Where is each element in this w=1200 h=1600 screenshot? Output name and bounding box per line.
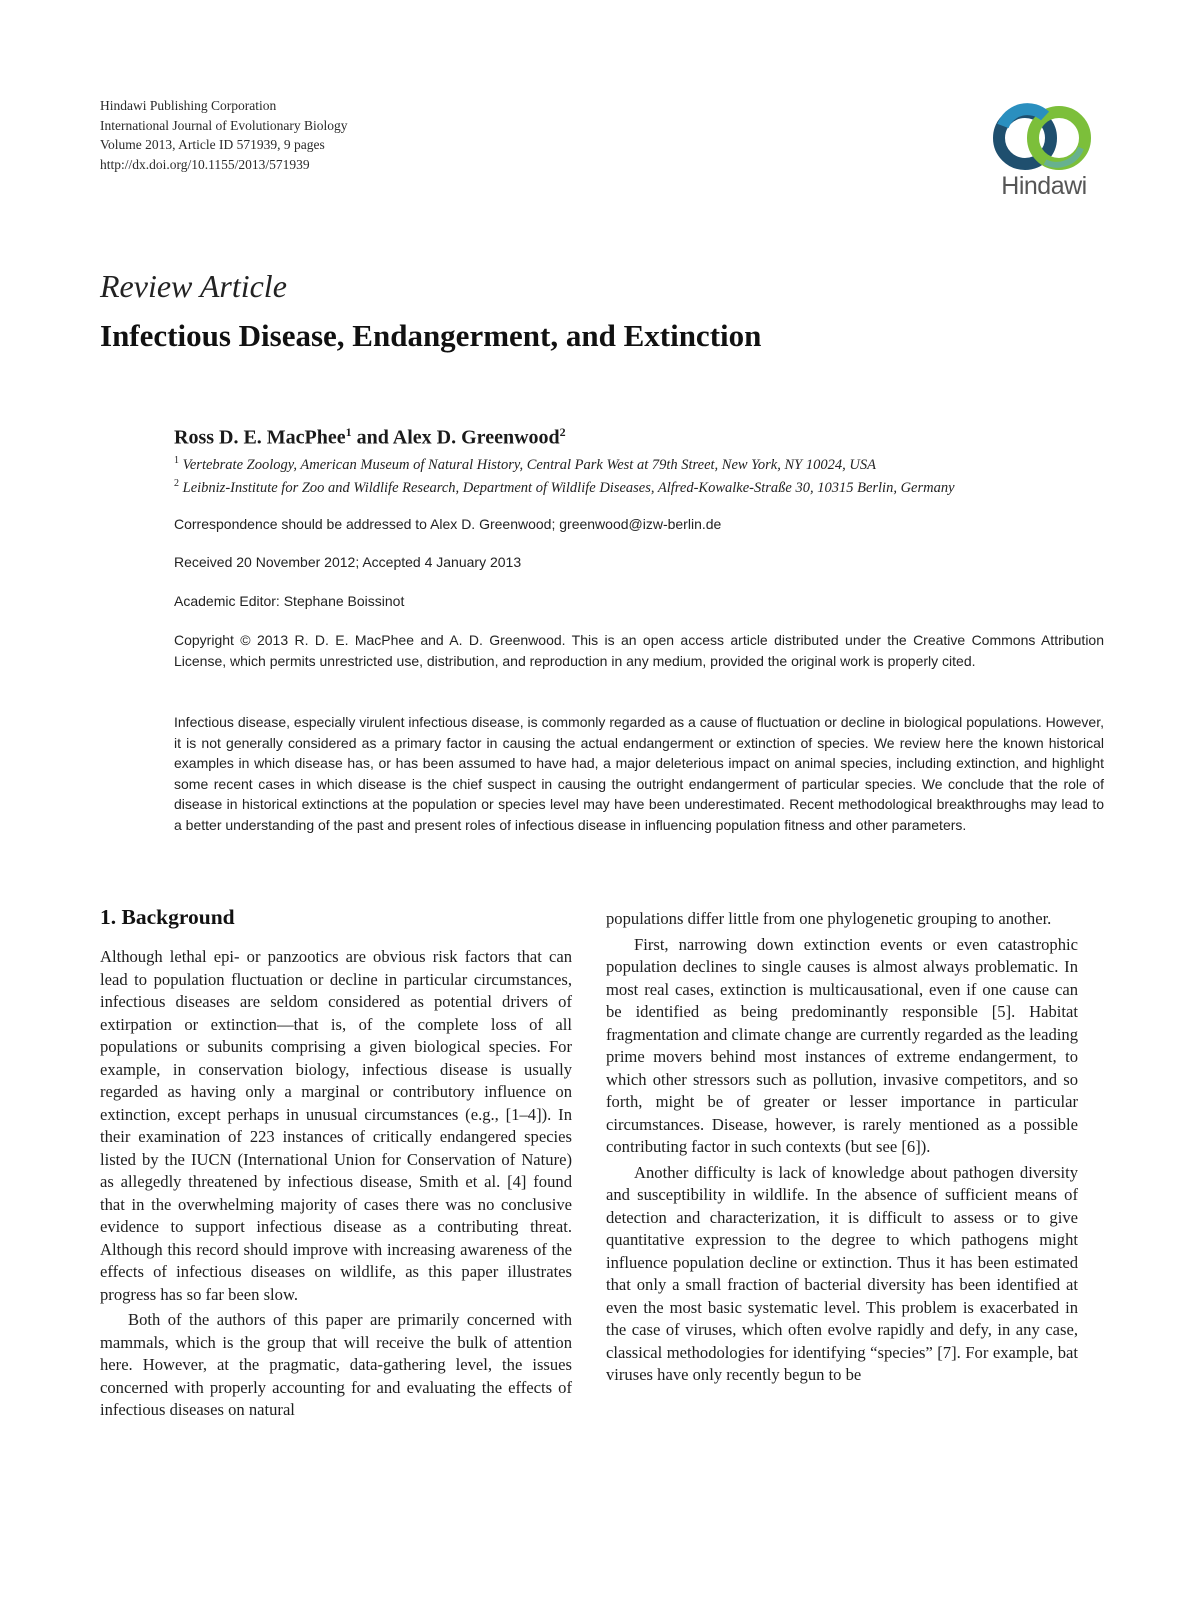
body-paragraph: Another difficulty is lack of knowledge about pathogen diversity and susceptibility in wildlife. In the absence of sufficient means of detection and characterization, it is difficult to assess or to give quantitative expression to the degree to which pathogens might influence population decline or extinction. Thus it has been estimated that only a small fraction of bacterial diversity has been identified at even the most basic systematic level. This problem is exacerbated in the case of viruses, which often evolve rapidly and defy, in any case, classical methodologies for identifying “species” [7]. For example, bat viruses have only recently begun to be: [606, 1162, 1078, 1384]
affiliation-marker: 1: [345, 425, 352, 439]
affiliation-text: Vertebrate Zoology, American Museum of Natural History, Central Park West at 79th Street, New York, NY 10024, USA: [182, 456, 876, 473]
body-paragraph: populations differ little from one phylogenetic grouping to another.: [606, 909, 1052, 928]
article-type: Review Article: [100, 268, 287, 304]
hindawi-rings-icon: [985, 100, 1103, 178]
dates-line: Received 20 November 2012; Accepted 4 January 2013: [174, 554, 522, 570]
affiliation-marker: 2: [174, 478, 179, 489]
affiliation-text: Leibniz-Institute for Zoo and Wildlife Research, Department of Wildlife Diseases, Alfred-Kowalke-Straße 30, 10315 Berlin, Germany: [182, 479, 955, 496]
affiliation-marker: 1: [174, 455, 179, 466]
copyright-notice: Copyright © 2013 R. D. E. MacPhee and A. D. Greenwood. This is an open access article distributed under the Creative Commons Attribution License, which permits unrestricted use, distribution, and reproduction in any medium, provided the original work is properly cited.: [174, 632, 1104, 669]
author-separator: and: [351, 426, 393, 449]
journal-name: International Journal of Evolutionary Biology: [100, 117, 348, 133]
publication-info: [100, 96, 347, 174]
publisher-name: Hindawi Publishing Corporation: [100, 98, 277, 113]
affiliation-2: [174, 478, 955, 497]
article-title: Infectious Disease, Endangerment, and Extinction: [100, 318, 762, 353]
abstract: Infectious disease, especially virulent infectious disease, is commonly regarded as a cause of fluctuation or decline in biological populations. However, it is not generally considered as a primary factor in causing the actual endangerment or extinction of species. We review here the known historical examples in which disease has, or has been assumed to have had, a major deleterious impact on animal species, including extinction, and highlight some recent cases in which disease is the chief suspect in causing the outright endangerment of particular species. We conclude that the role of disease in historical extinctions at the population or species level may have been underestimated. Recent methodological breakthroughs may lead to a better understanding of the past and present roles of infectious disease in influencing population fitness and other parameters.: [174, 714, 1104, 833]
body-paragraph: Although lethal epi- or panzootics are obvious risk factors that can lead to population fluctuation or decline in particular circumstances, infectious diseases are seldom considered as potential drivers of extirpation or extinction—that is, of the complete loss of all populations or subunits comprising a given biological species. For example, in conservation biology, infectious disease is usually regarded as having only a marginal or contributory influence on extinction, except perhaps in unusual circumstances (e.g., [1–4]). In their examination of 223 instances of critically endangered species listed by the IUCN (International Union for Conservation of Nature) as allegedly threatened by infectious disease, Smith et al. [4] found that in the overwhelming majority of cases there was no conclusive evidence to support infectious disease as a contributing threat. Although this record should improve with increasing awareness of the effects of infectious diseases on wildlife, as this paper illustrates progress has so far been slow.: [100, 947, 572, 1304]
hindawi-logo: [985, 100, 1103, 208]
affiliation-1: [174, 455, 876, 474]
doi-link[interactable]: http://dx.doi.org/10.1155/2013/571939: [100, 156, 310, 172]
body-column-right: [606, 908, 1078, 1387]
section-heading: 1. Background: [100, 905, 235, 929]
logo-wordmark: Hindawi: [1001, 172, 1087, 200]
author-name: Ross D. E. MacPhee: [174, 426, 346, 449]
body-paragraph: First, narrowing down extinction events or even catastrophic population declines to single causes is almost always problematic. In most real cases, extinction is multicausational, even if one cause can be identified as being predominantly responsible [5]. Habitat fragmentation and climate change are currently regarded as the leading prime movers behind most instances of extreme endangerment, to which other stressors such as pollution, invasive competitors, and so forth, might be of greater or lesser importance in particular circumstances. Disease, however, is rarely mentioned as a possible contributing factor in such contexts (but see [6]).: [606, 934, 1078, 1156]
body-column-left: [100, 946, 572, 1422]
author-name: Alex D. Greenwood: [392, 426, 560, 449]
body-paragraph: Both of the authors of this paper are primarily concerned with mammals, which is the group that will receive the bulk of attention here. However, at the pragmatic, data-gathering level, the issues concerned with properly accounting for and evaluating the effects of infectious diseases on natural: [100, 1310, 572, 1419]
volume-info: Volume 2013, Article ID 571939, 9 pages: [100, 137, 325, 152]
affiliation-marker: 2: [559, 425, 566, 439]
editor-line: Academic Editor: Stephane Boissinot: [174, 593, 405, 609]
correspondence-line: Correspondence should be addressed to Alex D. Greenwood; greenwood@izw-berlin.de: [174, 516, 722, 532]
author-list: [174, 425, 566, 450]
